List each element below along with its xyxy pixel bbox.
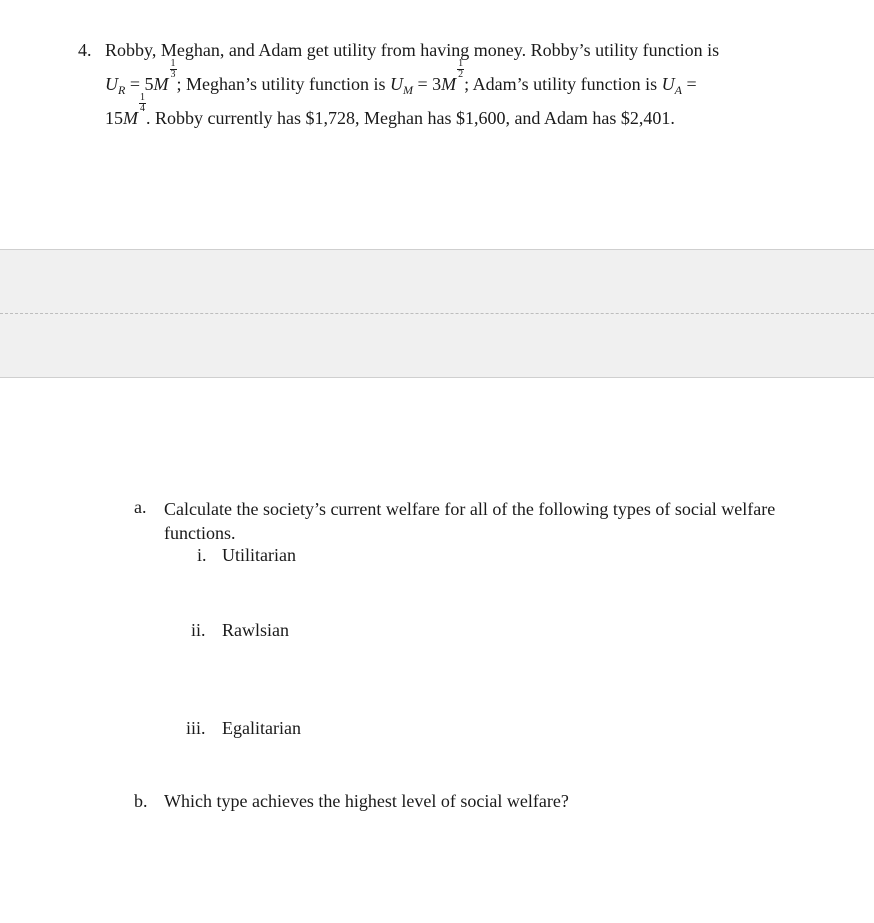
question-number: 4. [78, 40, 92, 60]
page-break-band [0, 249, 874, 378]
robby-exponent: $\frac{1}{3}$ [170, 58, 176, 80]
robby-money-var: M [153, 74, 169, 94]
page-break-divider [0, 313, 874, 314]
part-a-label: a. [134, 497, 147, 517]
question-line-3-text: . Robby currently has $1,728, Meghan has $1,600, and Adam has $2,401. [146, 108, 675, 128]
meghan-utility-symbol: U [390, 74, 403, 94]
adam-exponent: $\frac{1}{4}$ [140, 92, 145, 114]
adam-money-var: M [123, 108, 138, 128]
question-line-1: Robby, Meghan, and Adam get utility from having money. Robby’s utility function is [105, 40, 720, 60]
item-ii-numeral: ii. [191, 620, 206, 640]
part-b-label: b. [134, 791, 148, 811]
item-ii-label: Rawlsian [222, 620, 289, 640]
question-line-3 [105, 92, 675, 135]
part-a-text: Calculate the society’s current welfare for all of the following types of social welfare functions. [164, 499, 776, 543]
robby-utility-symbol: U [105, 74, 118, 94]
robby-utility-subscript: R [118, 83, 126, 97]
adam-utility-equals: = [682, 74, 697, 94]
adam-utility-symbol: U [661, 74, 675, 94]
question-line-2 [105, 58, 697, 103]
meghan-utility-subscript: M [403, 83, 413, 97]
part-b-text: Which type achieves the highest level of social welfare? [164, 791, 569, 811]
item-iii-numeral: iii. [186, 718, 206, 738]
meghan-utility-equals: = 3 [413, 74, 442, 94]
robby-utility-equals: = 5 [125, 74, 154, 94]
after-meghan-function: ; Adam’s utility function is [464, 74, 662, 94]
adam-coefficient: 15 [105, 108, 123, 128]
item-i-numeral: i. [197, 545, 207, 565]
item-i-label: Utilitarian [222, 545, 296, 565]
item-iii-label: Egalitarian [222, 718, 301, 738]
adam-utility-subscript: A [674, 83, 682, 97]
meghan-exponent: $\frac{1}{2}$ [458, 58, 464, 80]
meghan-money-var: M [441, 74, 457, 94]
after-robby-function: ; Meghan’s utility function is [176, 74, 390, 94]
